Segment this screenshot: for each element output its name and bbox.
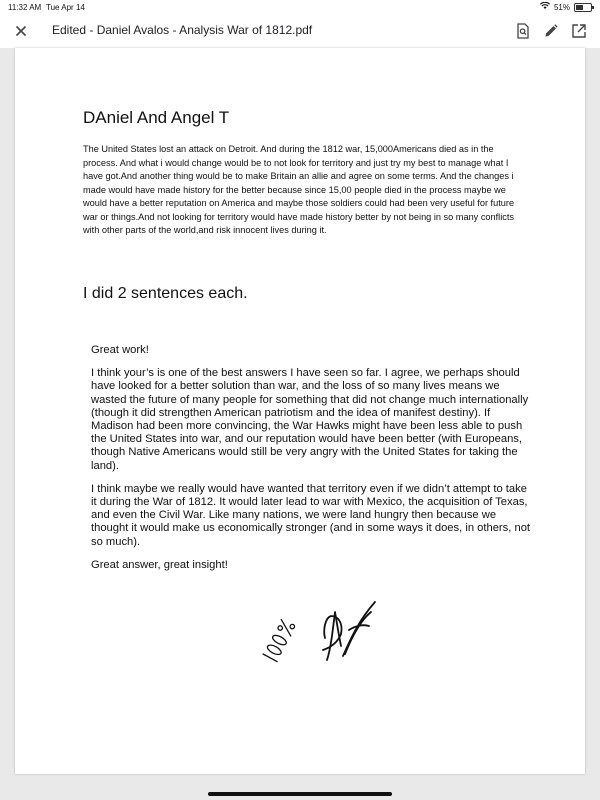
sentence-note: I did 2 sentences each. [83, 285, 248, 302]
teacher-feedback [91, 344, 531, 582]
close-icon[interactable] [12, 22, 30, 40]
feedback-paragraph: Great answer, great insight! [91, 558, 228, 571]
feedback-paragraph: I think your’s is one of the best answers I have seen so far. I agree, we perhaps should have looked for a better solution than war, and the loss of so many lives means we wasted the future of many people for something that did not change much internationally (though it did strengthen American patriotism and the idea of manifest destiny). If Madison had been more convincing, the War Hawks might have been less able to push the United States into war, and our reputation would have been better (with Europeans, though Native Americans would still be very angry with the United States for taking the land). [91, 367, 529, 472]
find-in-page-icon[interactable] [514, 22, 532, 40]
pdf-page [15, 48, 585, 774]
document-title: Edited - Daniel Avalos - Analysis War of 1812.pdf [52, 23, 313, 37]
status-time: 11:32 AM [8, 3, 42, 12]
feedback-paragraph: Great work! [91, 344, 149, 356]
app-bar [0, 14, 600, 48]
document-heading: DAniel And Angel T [83, 108, 230, 127]
battery-icon [574, 3, 592, 12]
battery-percent: 51% [553, 2, 570, 12]
pdf-viewer[interactable] [0, 48, 600, 800]
open-in-new-icon[interactable] [570, 22, 588, 40]
status-indicators [540, 2, 592, 12]
handwritten-grade-and-signature [255, 568, 385, 668]
feedback-paragraph: I think maybe we really would have wanted that territory even if we didn’t attempt to take it during the War of 1812. It would later lead to war with Mexico, the acquisition of Texas, and even the Civil War. Like many nations, we were land hungry then because we thought it would make us economically stronger (and in some ways it does, in others, not so much). [91, 482, 531, 548]
wifi-icon [540, 2, 550, 12]
edit-pencil-icon[interactable] [542, 22, 560, 40]
status-bar [0, 0, 600, 14]
document-paragraph: The United States lost an attack on Detroit. And during the 1812 war, 15,000Americans died as in the process. And what i would change would be to not look for territory and just try my best to manage what I have got.And another thing would be to make Britain an allie and agree on some terms. And the changes i made would have made history for the better because since 15,00 people died in the process maybe we would have a better reputation on America and maybe those soldiers could had been very useful for future war or things.And not looking for territory would have made history better by not being in so many conflicts with other parts of the world,and risk innocent lives during it. [83, 144, 515, 235]
status-date: Tue Apr 14 [46, 3, 85, 12]
home-indicator[interactable] [208, 792, 392, 796]
